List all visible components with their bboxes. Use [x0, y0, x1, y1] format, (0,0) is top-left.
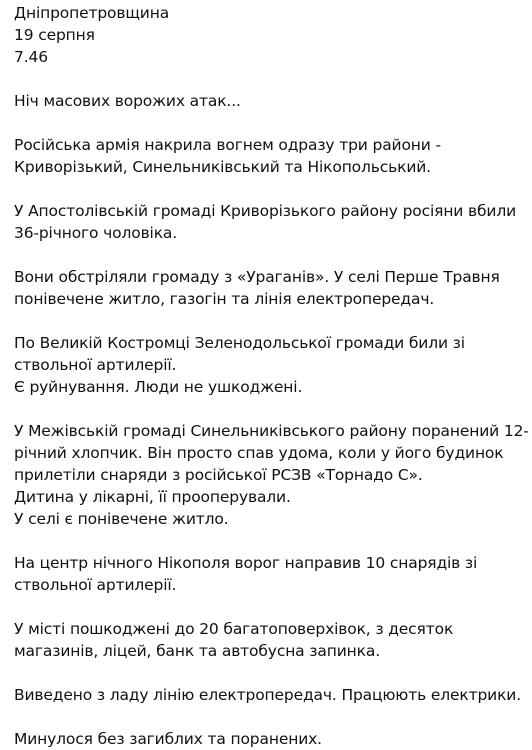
paragraph-2: [14, 134, 522, 178]
text-line: По Великій Костромці Зеленодольської громади били зі: [14, 334, 465, 352]
paragraph-6: [14, 420, 529, 530]
paragraph-4: [14, 266, 522, 310]
post-header: [14, 2, 522, 68]
text-line: магазинів, ліцей, банк та автобусна запинка.: [14, 642, 380, 660]
text-line: На центр нічного Нікополя ворог направив 10 снарядів зі: [14, 554, 478, 572]
text-line: ствольної артилерії.: [14, 576, 177, 594]
paragraph-7: [14, 552, 522, 596]
text-line: У селі є понівечене житло.: [14, 510, 229, 528]
paragraph-9: [14, 684, 522, 706]
region-title: Дніпропетровщина: [14, 4, 170, 22]
text-line: Ніч масових ворожих атак...: [14, 92, 241, 110]
paragraph-1: [14, 90, 522, 112]
text-line: прилетіли снаряди з російської РСЗВ «Торнадо С».: [14, 466, 423, 484]
paragraph-5: [14, 332, 522, 398]
text-line: У Межівській громаді Синельниківського району поранений 12-: [14, 422, 529, 440]
text-line: 36-річного чоловіка.: [14, 224, 178, 242]
text-line: У Апостолівській громаді Криворізького району росіяни вбили: [14, 202, 516, 220]
text-line: Російська армія накрила вогнем одразу три райони -: [14, 136, 441, 154]
post-date: 19 серпня: [14, 26, 95, 44]
post-time: 7.46: [14, 48, 48, 66]
text-line: ствольної артилерії.: [14, 356, 177, 374]
paragraph-3: [14, 200, 522, 244]
text-line: У місті пошкоджені до 20 багатоповерхівок, з десяток: [14, 620, 454, 638]
text-line: Дитина у лікарні, її прооперували.: [14, 488, 291, 506]
text-line: Вони обстріляли громаду з «Ураганів». У селі Перше Травня: [14, 268, 500, 286]
paragraph-8: [14, 618, 522, 662]
text-line: Виведено з ладу лінію електропередач. Працюють електрики.: [14, 686, 521, 704]
text-line: Є руйнування. Люди не ушкоджені.: [14, 378, 303, 396]
paragraph-10: [14, 728, 522, 750]
text-line: понівечене житло, газогін та лінія електропередач.: [14, 290, 435, 308]
text-line: Криворізький, Синельниківський та Нікопольський.: [14, 158, 431, 176]
text-line: річний хлопчик. Він просто спав удома, коли у його будинок: [14, 444, 504, 462]
text-line: Минулося без загиблих та поранених.: [14, 730, 322, 748]
